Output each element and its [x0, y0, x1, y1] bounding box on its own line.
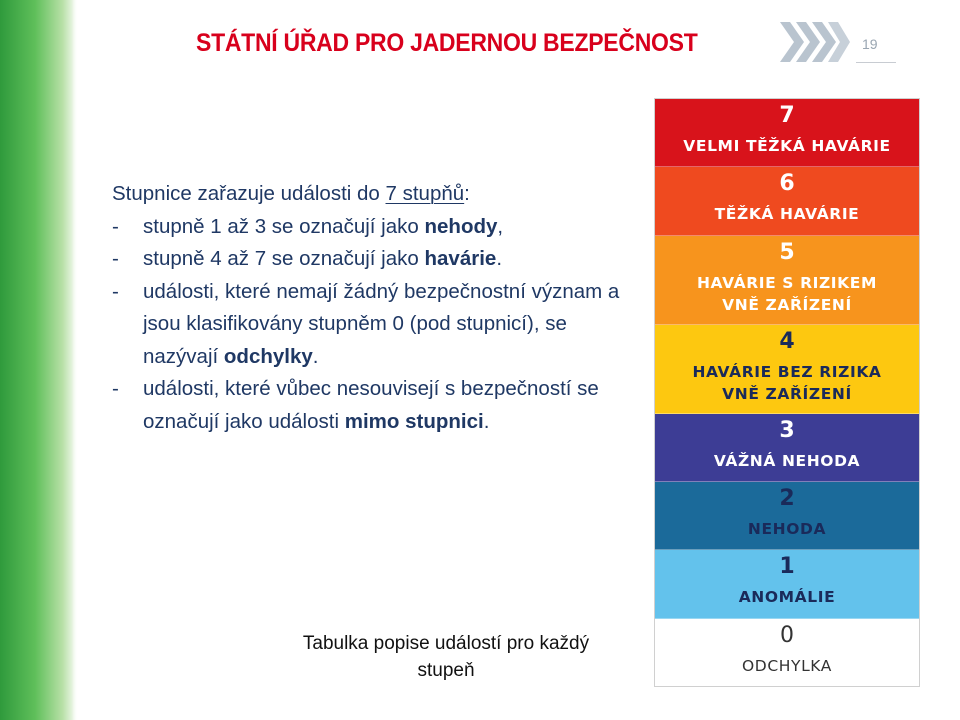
- header-divider: [856, 62, 896, 63]
- bullet-bold: odchylky: [223, 344, 313, 368]
- scale-level-2: [655, 482, 919, 550]
- bullet-dash: -: [112, 247, 119, 270]
- level-number: 5: [779, 239, 795, 265]
- bullet-dash: -: [112, 214, 119, 238]
- bullet-item: [112, 373, 632, 438]
- intro-link: 7 stupňů: [385, 182, 465, 205]
- bullet-text: události, které nemají žádný bezpečnostní význam a jsou klasifikovány stupněm 0 (pod stupnicí), se nazývají: [143, 279, 620, 368]
- bullet-dash: -: [112, 377, 119, 400]
- intro-prefix: Stupnice zařazuje události do: [112, 182, 386, 205]
- level-label: NEHODA: [747, 520, 827, 539]
- bullet-after: .: [483, 409, 490, 433]
- bullet-bold: nehody: [424, 214, 498, 238]
- level-label: ODCHYLKA: [741, 656, 832, 675]
- scale-level-5: [655, 236, 919, 325]
- level-number: 1: [779, 554, 795, 580]
- caption-line-2: stupeň: [417, 660, 475, 681]
- main-text: [112, 178, 632, 438]
- intro-line: [112, 178, 632, 211]
- bullet-after: .: [312, 344, 319, 368]
- green-side-bar: [0, 0, 78, 720]
- bullet-text: stupně 1 až 3 se označují jako: [143, 214, 425, 238]
- level-label: HAVÁRIE BEZ RIZIKA: [692, 362, 882, 381]
- bullet-dash: -: [112, 279, 119, 303]
- scale-level-1: [655, 550, 919, 618]
- scale-level-7: [655, 99, 919, 167]
- level-number: 7: [779, 103, 795, 128]
- bullet-bold: mimo stupnici: [344, 409, 484, 433]
- bullet-bold: havárie: [424, 247, 497, 270]
- intro-suffix: :: [464, 182, 470, 205]
- level-number: 2: [779, 486, 795, 512]
- level-number: 3: [779, 417, 795, 443]
- level-label-2: VNĚ ZAŘÍZENÍ: [722, 295, 852, 314]
- chevron-logo-icon: [780, 18, 850, 66]
- bullet-after: ,: [497, 214, 504, 238]
- bullet-text: stupně 4 až 7 se označují jako: [143, 247, 425, 270]
- level-number: 6: [779, 171, 795, 197]
- scale-level-3: [655, 414, 919, 482]
- scale-level-0: [655, 619, 919, 686]
- level-label: ANOMÁLIE: [738, 588, 836, 607]
- caption-line-1: Tabulka popise událostí pro každý: [302, 633, 590, 654]
- scale-level-4: [655, 325, 919, 414]
- level-number: 0: [780, 622, 794, 648]
- bullet-item: [112, 276, 632, 374]
- ines-scale-table: [655, 99, 919, 686]
- level-label: VÁŽNÁ NEHODA: [713, 451, 861, 470]
- level-label: HAVÁRIE S RIZIKEM: [696, 273, 878, 292]
- bullet-text: události, které vůbec nesouvisejí s bezpečností se označují jako události: [143, 377, 599, 433]
- level-label: TĚŽKÁ HAVÁRIE: [714, 205, 860, 224]
- bullet-item: [112, 211, 632, 244]
- slide-title: STÁTNÍ ÚŘAD PRO JADERNOU BEZPEČNOST: [196, 29, 698, 57]
- bullet-after: .: [496, 247, 503, 270]
- level-label: VELMI TĚŽKÁ HAVÁRIE: [683, 137, 891, 155]
- level-label-2: VNĚ ZAŘÍZENÍ: [722, 384, 852, 403]
- level-number: 4: [779, 328, 795, 354]
- slide-number: 19: [862, 36, 878, 52]
- bullet-item: [112, 243, 632, 276]
- scale-level-6: [655, 167, 919, 235]
- table-caption: [276, 630, 616, 684]
